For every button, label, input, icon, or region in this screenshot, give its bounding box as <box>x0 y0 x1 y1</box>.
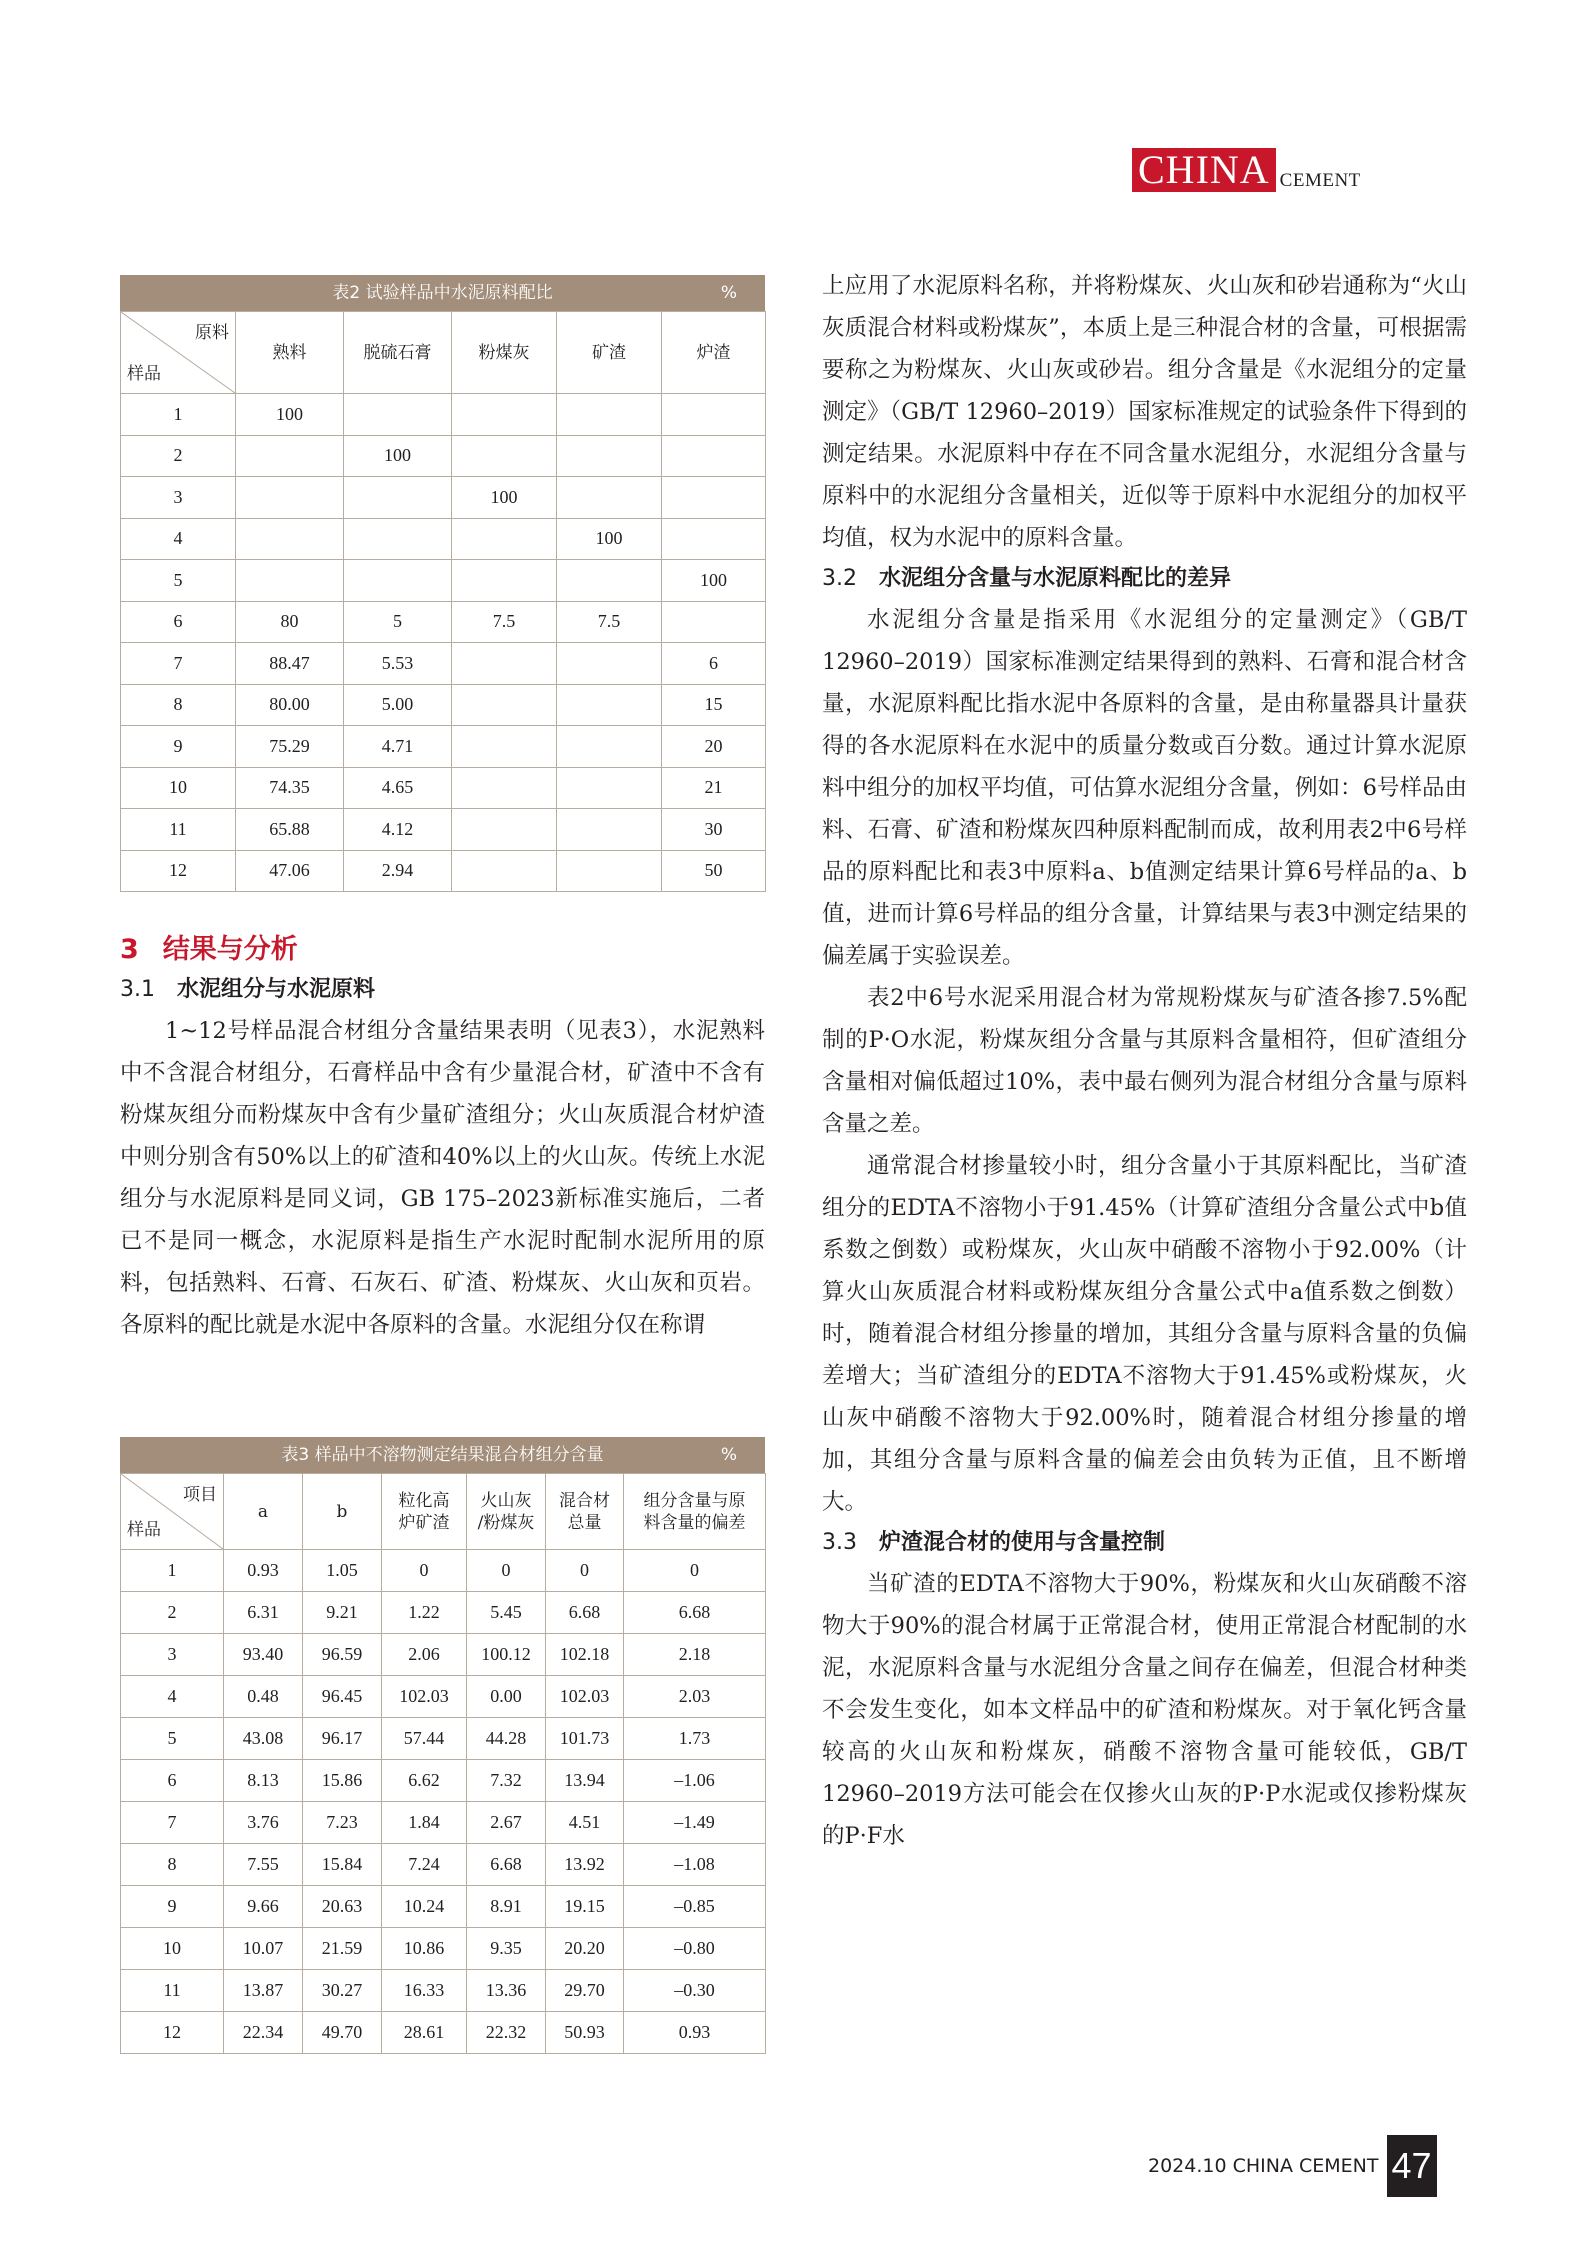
paragraph: 水泥组分含量是指采用《水泥组分的定量测定》（GB/T 12960–2019）国家标准测定结果得到的熟料、石膏和混合材含量，水泥原料配比指水泥中各原料的含量，是由称量器具计量获得的各水泥原料在水泥中的质量分数或百分数。通过计算水泥原料中组分的加权平均值，可估算水泥组分含量，例如：6号样品由料、石膏、矿渣和粉煤灰四种原料配制而成，故利用表2中6号样品的原料配比和表3中原料a、b值测定结果计算6号样品的a、b值，进而计算6号样品的组分含量，计算结果与表3中测定结果的偏差属于实验误差。 <box>822 607 1467 969</box>
table-cell <box>344 518 452 560</box>
table-row <box>121 1718 766 1760</box>
table-cell: 7.24 <box>382 1844 467 1886</box>
table-cell: 44.28 <box>467 1718 546 1760</box>
table-row <box>121 1676 766 1718</box>
table-cell: 15.86 <box>303 1760 382 1802</box>
paragraph: 当矿渣的EDTA不溶物大于90%，粉煤灰和火山灰硝酸不溶物大于90%的混合材属于正常混合材，使用正常混合材配制的水泥，水泥原料含量与水泥组分含量之间存在偏差，但混合材种类不会发生变化，如本文样品中的矿渣和粉煤灰。对于氧化钙含量较高的火山灰和粉煤灰，硝酸不溶物含量可能较低，GB/T 12960–2019方法可能会在仅掺火山灰的P·P水泥或仅掺粉煤灰的P·F水 <box>822 1571 1467 1849</box>
column-header: 粒化高 炉矿渣 <box>382 1474 467 1550</box>
table-cell: 13.92 <box>546 1844 624 1886</box>
table-cell <box>452 560 557 602</box>
table-cell: 6 <box>121 601 236 643</box>
table-cell: 1.73 <box>624 1718 766 1760</box>
table-cell: 2.67 <box>467 1802 546 1844</box>
table-cell: 96.45 <box>303 1676 382 1718</box>
table-cell: 15.84 <box>303 1844 382 1886</box>
logo-china: CHINA <box>1132 148 1276 192</box>
table-cell: 4.51 <box>546 1802 624 1844</box>
table-2-title-bar <box>120 275 765 311</box>
section-3-1-number: 3.1 <box>120 977 155 1002</box>
table-cell <box>344 477 452 519</box>
table-cell: 0 <box>546 1550 624 1592</box>
table-cell <box>236 560 344 602</box>
table-cell: 20 <box>662 726 766 768</box>
table-cell: 30 <box>662 809 766 851</box>
table-cell: 50.93 <box>546 2012 624 2054</box>
table-cell: 1.84 <box>382 1802 467 1844</box>
table-cell: 0 <box>467 1550 546 1592</box>
column-header: 组分含量与原 料含量的偏差 <box>624 1474 766 1550</box>
section-3-2-heading <box>822 559 1467 599</box>
section-3-number: 3 <box>120 934 139 965</box>
column-header: 脱硫石膏 <box>344 312 452 394</box>
table-cell <box>557 809 662 851</box>
table-cell: 5 <box>121 1718 224 1760</box>
section-3-1-heading <box>120 970 765 1010</box>
table-2-grid <box>120 311 766 892</box>
section-3-heading <box>120 930 765 970</box>
table-cell: 7 <box>121 1802 224 1844</box>
table-cell: 6.62 <box>382 1760 467 1802</box>
table-cell <box>662 601 766 643</box>
table-cell <box>452 767 557 809</box>
table-cell: 80.00 <box>236 684 344 726</box>
column-header: a <box>224 1474 303 1550</box>
table-cell: 29.70 <box>546 1970 624 2012</box>
table-cell: 0.93 <box>224 1550 303 1592</box>
table-3 <box>120 1437 765 2054</box>
table-row <box>121 1760 766 1802</box>
table-cell <box>452 518 557 560</box>
table-row <box>121 560 766 602</box>
table-cell: 6 <box>662 643 766 685</box>
table-row <box>121 2012 766 2054</box>
paragraph: 上应用了水泥原料名称，并将粉煤灰、火山灰和砂岩通称为“火山灰质混合材料或粉煤灰”，本质上是三种混合材的含量，可根据需要称之为粉煤灰、火山灰或砂岩。组分含量是《水泥组分的定量测定》（GB/T 12960–2019）国家标准规定的试验条件下得到的测定结果。水泥原料中存在不同含量水泥组分，水泥组分含量与原料中的水泥组分含量相关，近似等于原料中水泥组分的加权平均值，权为水泥中的原料含量。 <box>822 273 1467 551</box>
table-cell: 1.22 <box>382 1592 467 1634</box>
table-cell: 65.88 <box>236 809 344 851</box>
table-cell: 19.15 <box>546 1886 624 1928</box>
section-3-2-title: 水泥组分含量与水泥原料配比的差异 <box>879 566 1232 591</box>
table-row <box>121 1886 766 1928</box>
table-cell: 0.00 <box>467 1676 546 1718</box>
table-3-grid <box>120 1473 766 2054</box>
table-row <box>121 809 766 851</box>
table-cell: 8.13 <box>224 1760 303 1802</box>
table-cell <box>662 435 766 477</box>
table-cell <box>236 435 344 477</box>
table-cell: 6.68 <box>546 1592 624 1634</box>
table-cell: 10.24 <box>382 1886 467 1928</box>
table-cell: 1 <box>121 1550 224 1592</box>
table-cell: 5.45 <box>467 1592 546 1634</box>
table-2-unit: % <box>720 283 737 303</box>
table-cell: 7.23 <box>303 1802 382 1844</box>
corner-label-bottom: 样品 <box>127 364 161 384</box>
table-cell: 9 <box>121 1886 224 1928</box>
table-cell: 7.32 <box>467 1760 546 1802</box>
table-cell: 6.31 <box>224 1592 303 1634</box>
table-corner-cell <box>121 312 236 394</box>
table-row <box>121 1592 766 1634</box>
table-cell: 7.55 <box>224 1844 303 1886</box>
section-3-title: 结果与分析 <box>162 934 298 965</box>
table-cell <box>452 394 557 436</box>
table-cell: 15 <box>662 684 766 726</box>
table-row <box>121 394 766 436</box>
table-cell: 6.68 <box>467 1844 546 1886</box>
column-header: 矿渣 <box>557 312 662 394</box>
table-row <box>121 767 766 809</box>
column-header: 粉煤灰 <box>452 312 557 394</box>
table-cell: 6 <box>121 1760 224 1802</box>
table-cell <box>557 850 662 892</box>
table-cell: 49.70 <box>303 2012 382 2054</box>
table-cell: 1 <box>121 394 236 436</box>
table-cell: 11 <box>121 1970 224 2012</box>
table-cell <box>662 477 766 519</box>
table-cell: 9.21 <box>303 1592 382 1634</box>
table-cell <box>557 435 662 477</box>
table-cell <box>344 560 452 602</box>
table-cell: 22.32 <box>467 2012 546 2054</box>
table-cell: 2.94 <box>344 850 452 892</box>
table-row <box>121 518 766 560</box>
table-cell: 102.18 <box>546 1634 624 1676</box>
journal-logo <box>1132 148 1361 192</box>
table-cell: 3.76 <box>224 1802 303 1844</box>
table-cell: 1.05 <box>303 1550 382 1592</box>
table-cell: –1.06 <box>624 1760 766 1802</box>
table-cell: 9.66 <box>224 1886 303 1928</box>
table-cell: 2 <box>121 435 236 477</box>
table-cell: 13.87 <box>224 1970 303 2012</box>
paragraph: 1~12号样品混合材组分含量结果表明（见表3），水泥熟料中不含混合材组分，石膏样品中含有少量混合材，矿渣中不含有粉煤灰组分而粉煤灰中含有少量矿渣组分；火山灰质混合材炉渣中则分别含有50%以上的矿渣和40%以上的火山灰。传统上水泥组分与水泥原料是同义词，GB 175–2023新标准实施后，二者已不是同一概念，水泥原料是指生产水泥时配制水泥所用的原料，包括熟料、石膏、石灰石、矿渣、粉煤灰、火山灰和页岩。各原料的配比就是水泥中各原料的含量。水泥组分仅在称谓 <box>120 1018 765 1338</box>
table-cell: 22.34 <box>224 2012 303 2054</box>
table-header-row <box>121 1474 766 1550</box>
table-cell: 10.86 <box>382 1928 467 1970</box>
table-cell <box>557 560 662 602</box>
table-row <box>121 1970 766 2012</box>
table-cell <box>452 684 557 726</box>
table-cell: 4.65 <box>344 767 452 809</box>
table-cell <box>452 643 557 685</box>
table-2 <box>120 275 765 892</box>
table-cell: 100 <box>557 518 662 560</box>
table-cell <box>557 643 662 685</box>
table-cell: 100 <box>662 560 766 602</box>
table-cell: 7.5 <box>557 601 662 643</box>
footer-issue: 2024.10 CHINA CEMENT <box>1148 2155 1379 2177</box>
page-footer <box>1148 2135 1437 2197</box>
table-cell <box>236 477 344 519</box>
table-cell: –0.85 <box>624 1886 766 1928</box>
column-header: 火山灰 /粉煤灰 <box>467 1474 546 1550</box>
table-row <box>121 1928 766 1970</box>
table-cell: 100 <box>344 435 452 477</box>
table-row <box>121 601 766 643</box>
table-cell <box>452 850 557 892</box>
table-cell: 75.29 <box>236 726 344 768</box>
column-header: 混合材 总量 <box>546 1474 624 1550</box>
table-cell: 3 <box>121 1634 224 1676</box>
right-column <box>822 265 1467 1857</box>
table-row <box>121 477 766 519</box>
table-cell: 2.06 <box>382 1634 467 1676</box>
table-cell: 100 <box>452 477 557 519</box>
section-3-3-heading <box>822 1523 1467 1563</box>
table-cell: 10 <box>121 1928 224 1970</box>
table-cell: 5.53 <box>344 643 452 685</box>
table-cell: 11 <box>121 809 236 851</box>
table-cell: 10.07 <box>224 1928 303 1970</box>
table-cell: 0 <box>382 1550 467 1592</box>
table-cell: 5 <box>344 601 452 643</box>
table-cell <box>452 435 557 477</box>
page-number: 47 <box>1387 2135 1437 2197</box>
section-3-3-title: 炉渣混合材的使用与含量控制 <box>879 1530 1166 1555</box>
table-cell: 7 <box>121 643 236 685</box>
section-3-1-title: 水泥组分与水泥原料 <box>177 977 376 1002</box>
corner-label-top: 原料 <box>195 323 229 343</box>
table-cell: 96.17 <box>303 1718 382 1760</box>
table-cell: 8 <box>121 1844 224 1886</box>
table-row <box>121 643 766 685</box>
table-cell: 50 <box>662 850 766 892</box>
table-cell: 13.94 <box>546 1760 624 1802</box>
table-cell: 102.03 <box>382 1676 467 1718</box>
table-cell: –1.49 <box>624 1802 766 1844</box>
column-header: 炉渣 <box>662 312 766 394</box>
table-cell: 47.06 <box>236 850 344 892</box>
table-header-row <box>121 312 766 394</box>
table-cell <box>557 394 662 436</box>
table-row <box>121 1802 766 1844</box>
paragraph: 表2中6号水泥采用混合材为常规粉煤灰与矿渣各掺7.5%配制的P·O水泥，粉煤灰组分含量与其原料含量相符，但矿渣组分含量相对偏低超过10%，表中最右侧列为混合材组分含量与原料含量之差。 <box>822 985 1467 1137</box>
table-cell: 9.35 <box>467 1928 546 1970</box>
table-cell: 0 <box>624 1550 766 1592</box>
table-cell: 5 <box>121 560 236 602</box>
table-cell: 0.48 <box>224 1676 303 1718</box>
table-cell: 93.40 <box>224 1634 303 1676</box>
table-row <box>121 1634 766 1676</box>
table-3-title-bar <box>120 1437 765 1473</box>
column-header: 熟料 <box>236 312 344 394</box>
table-cell <box>452 809 557 851</box>
table-cell: 4.12 <box>344 809 452 851</box>
table-cell: 101.73 <box>546 1718 624 1760</box>
table-cell: 6.68 <box>624 1592 766 1634</box>
table-2-title: 表2 试验样品中水泥原料配比 <box>332 283 553 303</box>
table-row <box>121 850 766 892</box>
table-cell: 12 <box>121 850 236 892</box>
left-column <box>120 930 765 1346</box>
table-cell: 4.71 <box>344 726 452 768</box>
table-cell <box>662 518 766 560</box>
table-row <box>121 435 766 477</box>
section-3-3-number: 3.3 <box>822 1530 857 1555</box>
table-cell: 74.35 <box>236 767 344 809</box>
table-cell: 28.61 <box>382 2012 467 2054</box>
table-cell <box>662 394 766 436</box>
table-3-title: 表3 样品中不溶物测定结果混合材组分含量 <box>281 1445 604 1465</box>
table-cell: 9 <box>121 726 236 768</box>
table-row <box>121 726 766 768</box>
table-cell <box>236 518 344 560</box>
table-cell: 96.59 <box>303 1634 382 1676</box>
paragraph: 通常混合材掺量较小时，组分含量小于其原料配比，当矿渣组分的EDTA不溶物小于91.45%（计算矿渣组分含量公式中b值系数之倒数）或粉煤灰，火山灰中硝酸不溶物小于92.00%（计算火山灰质混合材料或粉煤灰组分含量公式中a值系数之倒数）时，随着混合材组分掺量的增加，其组分含量与原料含量的负偏差增大；当矿渣组分的EDTA不溶物大于91.45%或粉煤灰，火山灰中硝酸不溶物大于92.00%时，随着混合材组分掺量的增加，其组分含量与原料含量的偏差会由负转为正值，且不断增大。 <box>822 1153 1467 1515</box>
table-3-unit: % <box>720 1445 737 1465</box>
table-row <box>121 684 766 726</box>
table-cell: 3 <box>121 477 236 519</box>
table-cell: 100.12 <box>467 1634 546 1676</box>
corner-label-top: 项目 <box>183 1485 217 1505</box>
table-cell: 102.03 <box>546 1676 624 1718</box>
table-cell: 2.03 <box>624 1676 766 1718</box>
logo-cement: CEMENT <box>1279 170 1361 191</box>
table-cell: 16.33 <box>382 1970 467 2012</box>
table-cell: 7.5 <box>452 601 557 643</box>
table-cell <box>557 726 662 768</box>
table-cell: 30.27 <box>303 1970 382 2012</box>
table-cell: 21 <box>662 767 766 809</box>
table-cell: 57.44 <box>382 1718 467 1760</box>
table-cell <box>452 726 557 768</box>
table-cell: 10 <box>121 767 236 809</box>
table-cell: 43.08 <box>224 1718 303 1760</box>
table-cell: 20.20 <box>546 1928 624 1970</box>
table-cell: –0.30 <box>624 1970 766 2012</box>
table-row <box>121 1550 766 1592</box>
table-cell: 100 <box>236 394 344 436</box>
table-cell: –0.80 <box>624 1928 766 1970</box>
table-cell: 4 <box>121 518 236 560</box>
table-cell: 0.93 <box>624 2012 766 2054</box>
table-cell <box>557 767 662 809</box>
table-cell <box>557 684 662 726</box>
table-cell: 12 <box>121 2012 224 2054</box>
table-cell <box>344 394 452 436</box>
table-cell <box>557 477 662 519</box>
table-cell: 80 <box>236 601 344 643</box>
table-cell: 5.00 <box>344 684 452 726</box>
table-cell: 8.91 <box>467 1886 546 1928</box>
corner-label-bottom: 样品 <box>127 1520 161 1540</box>
column-header: b <box>303 1474 382 1550</box>
table-cell: –1.08 <box>624 1844 766 1886</box>
table-cell: 8 <box>121 684 236 726</box>
table-corner-cell <box>121 1474 224 1550</box>
table-cell: 88.47 <box>236 643 344 685</box>
table-cell: 20.63 <box>303 1886 382 1928</box>
table-row <box>121 1844 766 1886</box>
table-cell: 2 <box>121 1592 224 1634</box>
table-cell: 4 <box>121 1676 224 1718</box>
table-cell: 13.36 <box>467 1970 546 2012</box>
table-cell: 2.18 <box>624 1634 766 1676</box>
section-3-2-number: 3.2 <box>822 566 857 591</box>
table-cell: 21.59 <box>303 1928 382 1970</box>
